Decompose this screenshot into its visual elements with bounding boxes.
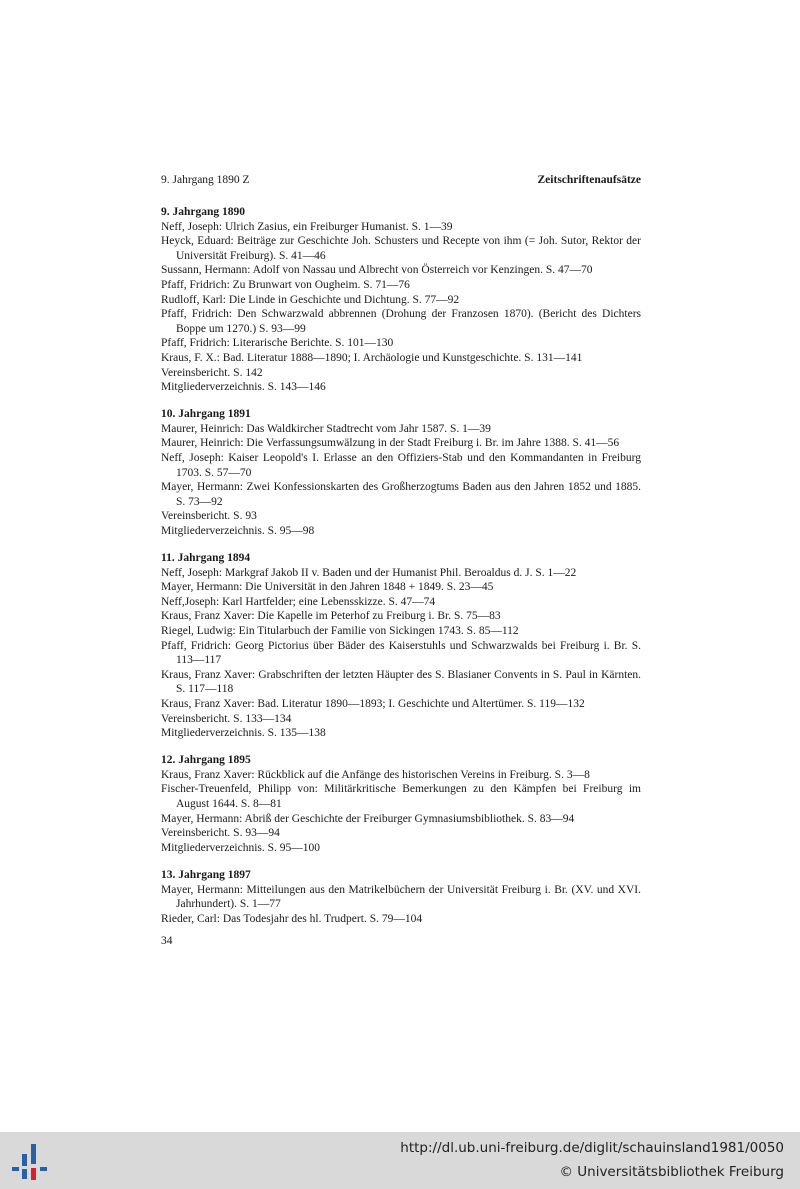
bibliography-entry: Vereinsbericht. S. 93—94 xyxy=(161,827,280,840)
bibliography-entry: Maurer, Heinrich: Die Verfassungsumwälzung in der Stadt Freiburg i. Br. im Jahre 1388. S. 41—56 xyxy=(161,437,620,450)
volume-section xyxy=(161,407,641,538)
bibliography-entry: Kraus, Franz Xaver: Die Kapelle im Peterhof zu Freiburg i. Br. S. 75—83 xyxy=(161,610,501,623)
bibliography-entry: Neff, Joseph: Ulrich Zasius, ein Freiburger Humanist. S. 1—39 xyxy=(161,220,453,233)
bibliography-entry: Rudloff, Karl: Die Linde in Geschichte und Dichtung. S. 77—92 xyxy=(161,293,460,306)
running-head xyxy=(161,174,641,186)
bibliography-entry: Vereinsbericht. S. 142 xyxy=(161,366,263,379)
volume-section xyxy=(161,753,641,855)
volume-title: 11. Jahrgang 1894 xyxy=(161,552,251,565)
bibliography-entry: Vereinsbericht. S. 93 xyxy=(161,510,257,523)
volume-title: 9. Jahrgang 1890 xyxy=(161,206,246,218)
bibliography-entry: Neff, Joseph: Kaiser Leopold's I. Erlasse an den Offiziers-Stab und den Kommandanten in Freiburg 1703. S. 57—70 xyxy=(161,452,641,479)
bibliography-entry: Mitgliederverzeichnis. S. 95—98 xyxy=(161,524,315,537)
bibliography-entry: Sussann, Hermann: Adolf von Nassau und Albrecht von Österreich vor Kenzingen. S. 47—70 xyxy=(161,264,593,277)
bibliography-entry: Kraus, Franz Xaver: Bad. Literatur 1890—1893; I. Geschichte und Altertümer. S. 119—132 xyxy=(161,698,585,710)
bibliography-entry: Pfaff, Fridrich: Literarische Berichte. S. 101—130 xyxy=(161,337,394,350)
bibliography-entry: Neff,Joseph: Karl Hartfelder; eine Lebensskizze. S. 47—74 xyxy=(161,595,436,608)
bibliography-entry: Maurer, Heinrich: Das Waldkircher Stadtrecht vom Jahr 1587. S. 1—39 xyxy=(161,422,491,435)
running-head-left: 9. Jahrgang 1890 Z xyxy=(161,174,250,186)
bibliography-entry: Neff, Joseph: Markgraf Jakob II v. Baden und der Humanist Phil. Beroaldus d. J. S. 1—22 xyxy=(161,566,577,579)
volume-title: 13. Jahrgang 1897 xyxy=(161,868,251,881)
running-head-right: Zeitschriftenaufsätze xyxy=(537,174,641,186)
bibliography-entry: Pfaff, Fridrich: Georg Pictorius über Bäder des Kaiserstuhls und Schwarzwalds bei Freiburg i. Br. S. 113—117 xyxy=(161,639,641,667)
bibliography-content xyxy=(161,205,641,939)
bibliography-entry: Kraus, F. X.: Bad. Literatur 1888—1890; I. Archäologie und Kunstgeschichte. S. 131—141 xyxy=(161,351,583,364)
bibliography-entry: Vereinsbericht. S. 133—134 xyxy=(161,712,292,725)
page-number: 34 xyxy=(161,935,173,947)
ub-freiburg-logo-icon[interactable] xyxy=(10,1140,50,1182)
source-url-link[interactable]: http://dl.ub.uni-freiburg.de/diglit/schauinsland1981/0050 xyxy=(400,1140,784,1156)
volume-section xyxy=(161,551,641,741)
bibliography-entry: Mayer, Hermann: Mitteilungen aus den Matrikelbüchern der Universität Freiburg i. Br. (XV. und XVI. Jahrhundert). S. 1—77 xyxy=(161,883,641,911)
bibliography-entry: Fischer-Treuenfeld, Philipp von: Militärkritische Bemerkungen zu den Kämpfen bei Freiburg im August 1644. S. 8—81 xyxy=(161,783,641,811)
bibliography-entry: Rieder, Carl: Das Todesjahr des hl. Trudpert. S. 79—104 xyxy=(161,912,423,925)
viewer-footer xyxy=(0,1132,800,1189)
bibliography-entry: Kraus, Franz Xaver: Grabschriften der letzten Häupter des S. Blasianer Convents in S. Paul in Kärnten. S. 117—118 xyxy=(161,668,641,696)
bibliography-entry: Kraus, Franz Xaver: Rückblick auf die Anfänge des historischen Vereins in Freiburg. S. 3—8 xyxy=(161,768,590,781)
bibliography-entry: Mitgliederverzeichnis. S. 95—100 xyxy=(161,841,321,854)
bibliography-entry: Pfaff, Fridrich: Den Schwarzwald abbrennen (Drohung der Franzosen 1870). (Bericht des Dichters Boppe um 1270.) S. 93—99 xyxy=(161,308,641,335)
bibliography-entry: Mayer, Hermann: Abriß der Geschichte der Freiburger Gymnasiumsbibliothek. S. 83—94 xyxy=(161,812,575,825)
bibliography-entry: Heyck, Eduard: Beiträge zur Geschichte Joh. Schusters und Recepte von ihm (= Joh. Sutor, Rektor der Universität Freiburg). S. 41—46 xyxy=(161,235,641,262)
volume-title: 10. Jahrgang 1891 xyxy=(161,408,251,421)
bibliography-entry: Pfaff, Fridrich: Zu Brunwart von Ougheim. S. 71—76 xyxy=(161,278,410,291)
bibliography-entry: Riegel, Ludwig: Ein Titularbuch der Familie von Sickingen 1743. S. 85—112 xyxy=(161,625,519,638)
bibliography-entry: Mitgliederverzeichnis. S. 143—146 xyxy=(161,381,326,394)
volume-section xyxy=(161,205,641,395)
volume-section xyxy=(161,868,641,926)
bibliography-entry: Mitgliederverzeichnis. S. 135—138 xyxy=(161,727,326,740)
bibliography-entry: Mayer, Hermann: Die Universität in den Jahren 1848 + 1849. S. 23—45 xyxy=(161,581,494,594)
bibliography-entry: Mayer, Hermann: Zwei Konfessionskarten des Großherzogtums Baden aus den Jahren 1852 und 1885. S. 73—92 xyxy=(161,481,641,508)
copyright-notice: © Universitätsbibliothek Freiburg xyxy=(559,1164,784,1180)
volume-title: 12. Jahrgang 1895 xyxy=(161,754,251,767)
